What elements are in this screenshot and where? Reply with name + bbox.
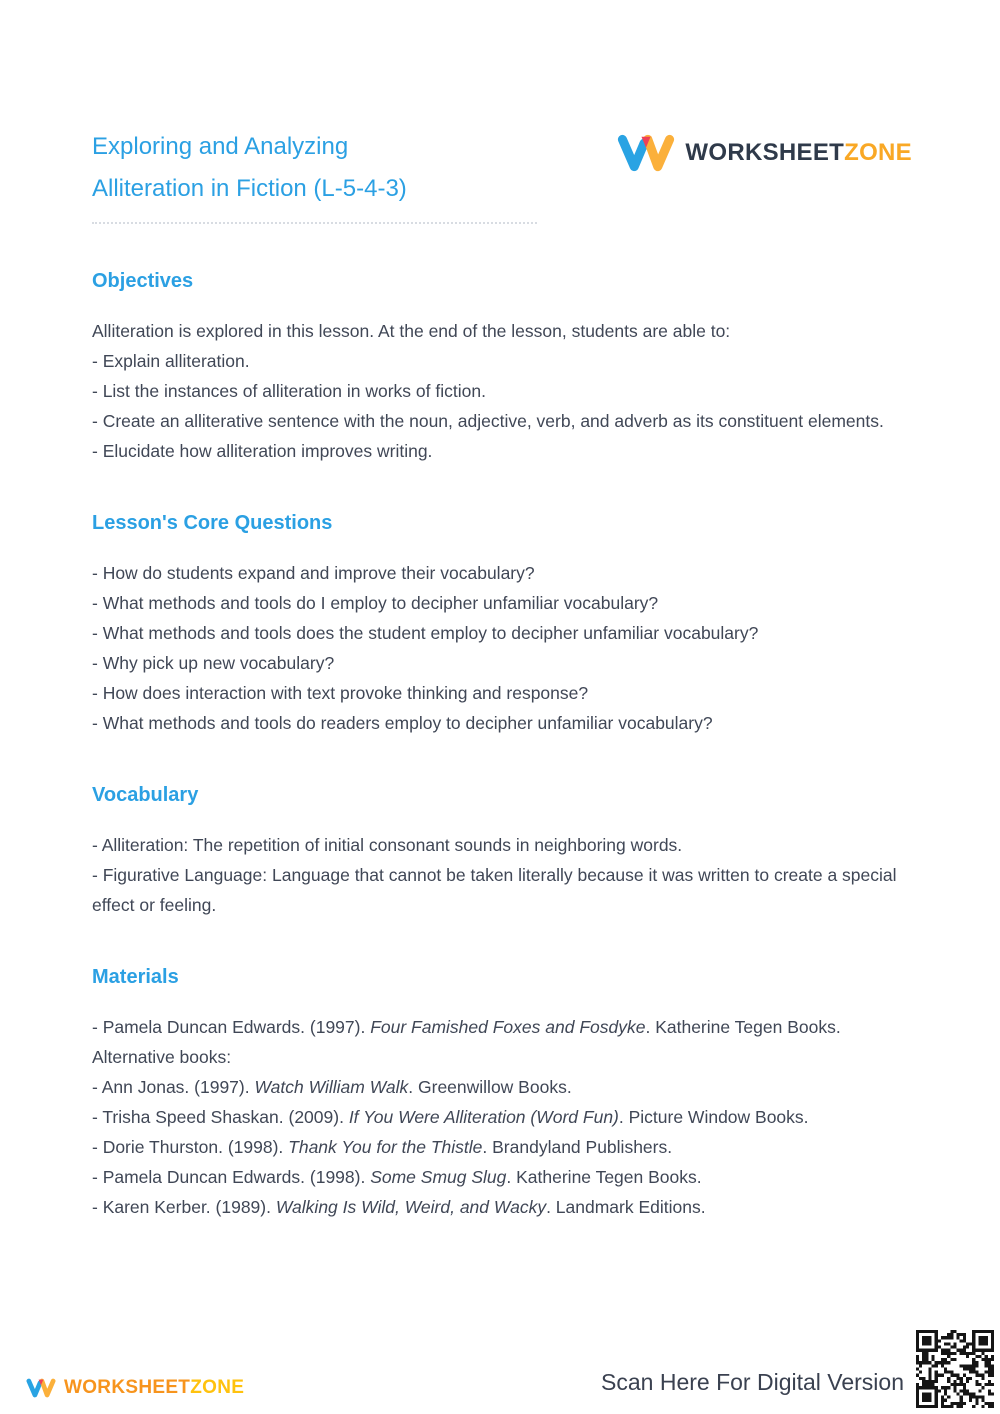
qr-code — [916, 1330, 994, 1408]
objectives-heading: Objectives — [92, 270, 194, 292]
book-title: Some Smug Slug — [370, 1167, 507, 1187]
text-segment: - Ann Jonas. (1997). — [92, 1077, 255, 1097]
footer-logo-w-icon — [26, 1376, 56, 1400]
section-vocabulary — [92, 784, 912, 920]
text-segment: . Brandyland Publishers. — [482, 1137, 673, 1157]
material-item — [92, 1192, 912, 1222]
page-title-line2: Alliteration in Fiction (L-5-4-3) — [92, 175, 407, 202]
worksheetzone-logo — [617, 132, 912, 174]
core-questions-heading: Lesson's Core Questions — [92, 512, 333, 534]
text-segment: - Trisha Speed Shaskan. (2009). — [92, 1107, 349, 1127]
page-title — [92, 126, 537, 224]
logo-word-zone: ZONE — [844, 139, 912, 166]
vocabulary-list — [92, 830, 912, 920]
scan-here-text: Scan Here For Digital Version — [601, 1369, 904, 1395]
material-item — [92, 1042, 912, 1072]
text-segment: . Greenwillow Books. — [408, 1077, 572, 1097]
footer-logo-word-worksheet: WORKSHEET — [64, 1377, 191, 1398]
section-core-questions — [92, 512, 912, 738]
book-title: Four Famished Foxes and Fosdyke — [370, 1017, 646, 1037]
text-segment: Alternative books: — [92, 1047, 232, 1067]
vocabulary-item: - Figurative Language: Language that cannot be taken literally because it was written to create a special effect or feeling. — [92, 865, 897, 915]
page-header — [92, 126, 912, 224]
core-question-item: - How do students expand and improve their vocabulary? — [92, 563, 535, 583]
page-title-line1: Exploring and Analyzing — [92, 133, 349, 160]
materials-list — [92, 1012, 912, 1222]
section-materials — [92, 966, 912, 1222]
footer-logo — [26, 1376, 244, 1400]
logo-w-icon — [617, 132, 675, 174]
text-segment: . Picture Window Books. — [618, 1107, 809, 1127]
text-segment: - Karen Kerber. (1989). — [92, 1197, 276, 1217]
material-item — [92, 1132, 912, 1162]
text-segment: - Pamela Duncan Edwards. (1998). — [92, 1167, 371, 1187]
objective-item: - Explain alliteration. — [92, 351, 250, 371]
book-title: Thank You for the Thistle — [288, 1137, 483, 1157]
footer-logo-text — [64, 1377, 244, 1399]
materials-heading: Materials — [92, 966, 179, 988]
objective-item: - Create an alliterative sentence with the noun, adjective, verb, and adverb as its constituent elements. — [92, 411, 884, 431]
core-question-item: - What methods and tools do I employ to decipher unfamiliar vocabulary? — [92, 593, 659, 613]
section-objectives — [92, 270, 912, 466]
objectives-intro: Alliteration is explored in this lesson. At the end of the lesson, students are able to: — [92, 321, 731, 341]
footer-logo-word-zone: ZONE — [190, 1377, 245, 1398]
core-questions-list — [92, 558, 912, 738]
text-segment: . Katherine Tegen Books. — [506, 1167, 702, 1187]
material-item — [92, 1102, 912, 1132]
objective-item: - Elucidate how alliteration improves writing. — [92, 441, 433, 461]
core-question-item: - Why pick up new vocabulary? — [92, 653, 335, 673]
core-question-item: - What methods and tools does the student employ to decipher unfamiliar vocabulary? — [92, 623, 759, 643]
material-item — [92, 1072, 912, 1102]
vocabulary-item: - Alliteration: The repetition of initial consonant sounds in neighboring words. — [92, 835, 683, 855]
book-title: If You Were Alliteration (Word Fun) — [348, 1107, 619, 1127]
logo-text — [685, 139, 912, 167]
text-segment: - Pamela Duncan Edwards. (1997). — [92, 1017, 371, 1037]
text-segment: - Dorie Thurston. (1998). — [92, 1137, 289, 1157]
core-question-item: - How does interaction with text provoke thinking and response? — [92, 683, 589, 703]
material-item — [92, 1012, 912, 1042]
text-segment: . Katherine Tegen Books. — [645, 1017, 841, 1037]
book-title: Watch William Walk — [254, 1077, 409, 1097]
objectives-list — [92, 346, 912, 466]
material-item — [92, 1162, 912, 1192]
book-title: Walking Is Wild, Weird, and Wacky — [275, 1197, 547, 1217]
core-question-item: - What methods and tools do readers employ to decipher unfamiliar vocabulary? — [92, 713, 713, 733]
logo-word-worksheet: WORKSHEET — [685, 139, 845, 166]
vocabulary-heading: Vocabulary — [92, 784, 199, 806]
text-segment: . Landmark Editions. — [546, 1197, 706, 1217]
objective-item: - List the instances of alliteration in works of fiction. — [92, 381, 486, 401]
